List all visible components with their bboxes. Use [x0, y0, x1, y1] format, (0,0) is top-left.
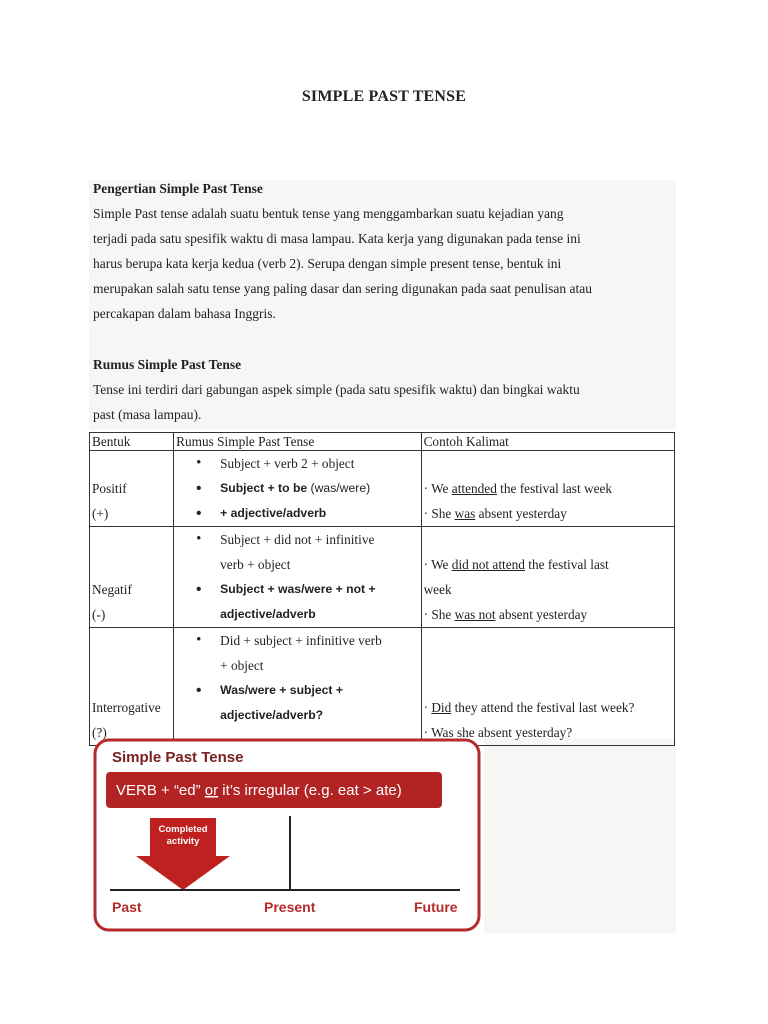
example-sentence: · Did they attend the festival last week?: [423, 700, 635, 715]
example-sentence-cont: week: [423, 582, 452, 597]
paragraph-line: percakapan dalam bahasa Inggris.: [93, 306, 276, 321]
timeline-label-past: Past: [112, 899, 142, 915]
example-cell: [421, 451, 674, 527]
example-cell: [421, 527, 674, 628]
formula-banner-text: VERB + “ed” or it’s irregular (e.g. eat > ate): [116, 782, 402, 799]
example-sentence: · She was absent yesterday: [423, 506, 567, 521]
formula-item: • Subject + was/were + not +: [174, 577, 420, 602]
shaded-background-2: [484, 738, 676, 934]
tense-table: [89, 432, 675, 746]
header-cell: Rumus Simple Past Tense: [174, 433, 421, 451]
table-row: [90, 451, 675, 527]
paragraph-line: past (masa lampau).: [93, 407, 202, 422]
formula-cell: [174, 628, 421, 746]
formula-item-cont: • + adjective/adverb: [174, 501, 420, 526]
form-label-cell: [90, 451, 174, 527]
paragraph-line: terjadi pada satu spesifik waktu di masa lampau. Kata kerja yang digunakan pada tense ini: [93, 231, 581, 246]
diagram-title: Simple Past Tense: [112, 749, 244, 766]
timeline-label-future: Future: [414, 899, 458, 915]
form-sign: (?): [92, 725, 107, 740]
form-label: Interrogative: [92, 700, 161, 715]
example-sentence: · She was not absent yesterday: [423, 607, 588, 622]
example-sentence: · We attended the festival last week: [423, 481, 613, 496]
formula-item-cont: + object: [220, 658, 264, 673]
formula-cell: [174, 451, 421, 527]
formula-item: • Subject + to be (was/were): [174, 476, 420, 501]
form-sign: (+): [92, 506, 109, 521]
form-sign: (-): [92, 607, 106, 622]
section-definition: [93, 176, 673, 326]
form-label-cell: [90, 628, 174, 746]
timeline-label-present: Present: [264, 899, 316, 915]
paragraph-line: merupakan salah satu tense yang paling dasar dan sering digunakan pada saat penulisan atau: [93, 281, 592, 296]
formula-item-cont: adjective/adverb?: [220, 708, 324, 722]
section-formula: [93, 352, 673, 427]
paragraph-line: harus berupa kata kerja kedua (verb 2). Serupa dengan simple present tense, bentuk ini: [93, 256, 562, 271]
form-label-cell: [90, 527, 174, 628]
example-sentence: · Was she absent yesterday?: [423, 725, 573, 740]
table-row: [90, 628, 675, 746]
form-label: Negatif: [92, 582, 132, 597]
header-cell: Bentuk: [90, 433, 174, 451]
formula-cell: [174, 527, 421, 628]
formula-item: • Subject + did not + infinitive: [174, 527, 420, 552]
arrow-label: activity: [166, 836, 200, 847]
timeline-diagram: [92, 738, 484, 934]
example-cell: [421, 628, 674, 746]
paragraph-line: Tense ini terdiri dari gabungan aspek simple (pada satu spesifik waktu) dan bingkai waktu: [93, 382, 580, 397]
form-label: Positif: [92, 481, 127, 496]
paragraph-line: Simple Past tense adalah suatu bentuk tense yang menggambarkan suatu kejadian yang: [93, 206, 564, 221]
formula-item-cont: verb + object: [220, 557, 291, 572]
formula-item: • Was/were + subject +: [174, 678, 420, 703]
table-row: [90, 527, 675, 628]
document-title: SIMPLE PAST TENSE: [301, 88, 467, 105]
arrow-label: Completed: [158, 824, 208, 835]
formula-item: • Did + subject + infinitive verb: [174, 628, 420, 653]
header-cell: Contoh Kalimat: [421, 433, 674, 451]
section-heading: Rumus Simple Past Tense: [93, 357, 242, 372]
section-heading: Pengertian Simple Past Tense: [93, 181, 263, 196]
timeline-diagram-svg: [92, 738, 484, 934]
formula-item-cont: adjective/adverb: [220, 607, 316, 621]
formula-item: • Subject + verb 2 + object: [174, 451, 420, 476]
example-sentence: · We did not attend the festival last: [423, 557, 609, 572]
table-header-row: [90, 433, 675, 451]
